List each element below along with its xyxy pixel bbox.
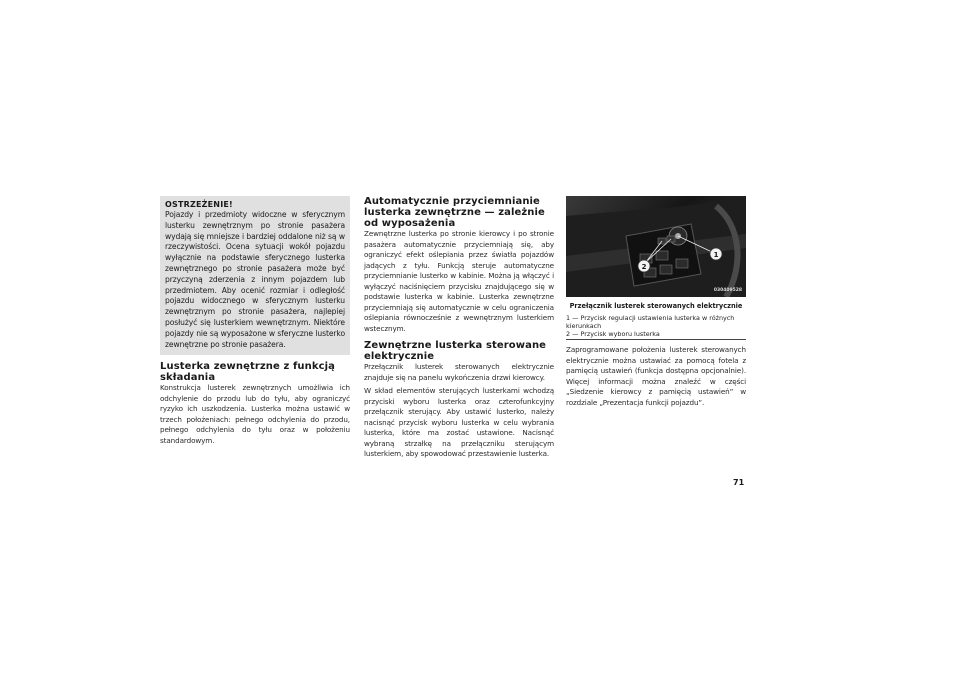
figure-legend-item-1: 1 — Przycisk regulacji ustawienia lusterka w różnych kierunkach (566, 314, 735, 330)
auto-dimming-heading: Automatycznie przyciemnianie lusterka zewnętrzne — zależnie od wyposażenia (364, 196, 545, 229)
callout-1: 1 (713, 251, 719, 259)
figure-code: 030409528 (713, 288, 742, 293)
memory-text: Zaprogramowane położenia lusterek sterowanych elektrycznie można ustawiać za pomocą fotela z pamięcią ustawień (funkcja dostępna opcjonalnie). Więcej informacji można znaleźć w części „Siedzenie kierowcy z pamięcią ustawień” w rozdziale „Prezentacja funkcji pojazdu”. (566, 345, 746, 407)
warning-text: Pojazdy i przedmioty widoczne w sferycznym lusterku zewnętrznym po stronie pasażera wydają się mniejsze i bardziej oddalone niż są w rzeczywistości. Ocena sytuacji wokół pojazdu wyłącznie na podstawie sferycznego lusterka zewnętrznego po stronie pasażera może być przyczyną zderzenia z innym pojazdem lub przedmiotem. Aby ocenić rozmiar i odległość pojazdu widocznego w sferycznym lusterku zewnętrznym po stronie pasażera, najlepiej posłużyć się lusterkiem wewnętrznym. Niektóre pojazdy nie są wyposażone w sferyczne lusterko zewnętrzne po stronie pasażera. (165, 210, 345, 349)
column-left (160, 196, 350, 448)
column-right (566, 196, 746, 410)
warning-box (160, 196, 350, 355)
callout-2: 2 (641, 263, 647, 271)
power-mirrors-heading: Zewnętrzne lusterka sterowane elektrycznie (364, 340, 547, 362)
figure-caption-title: Przełącznik lusterek sterowanych elektrycznie (569, 302, 743, 310)
mirror-switch-photo (566, 196, 746, 297)
auto-dimming-text: Zewnętrzne lusterka po stronie kierowcy i po stronie pasażera automatycznie przyciemniają się, aby ograniczyć efekt oślepiania przez światła pojazdów jadących z tyłu. Funkcją steruje automatyczne przyciemnianie lusterko w kabinie. Można ją włączyć i wyłączyć naciśnięciem przycisku znajdującego się w podstawie lusterka w kabinie. Lusterka zewnętrzne przyciemniają się automatycznie w celu ograniczenia oślepiania równocześnie z wewnętrznym lusterkiem wstecznym. (364, 229, 554, 333)
figure-legend-item-2: 2 — Przycisk wyboru lusterka (566, 329, 660, 338)
power-mirrors-text-2: W skład elementów sterujących lusterkami wchodzą przyciski wyboru lusterka oraz czterofunkcyjny przełącznik sterujący. Aby ustawić lusterko, należy nacisnąć przycisk wyboru lusterka w celu wybrania lusterka, które ma zostać ustawione. Nacisnąć wybraną strzałkę na przełączniku sterującym lusterkiem, aby spowodować przestawienie lusterka. (364, 386, 554, 458)
warning-title: OSTRZEŻENIE! (165, 200, 233, 209)
power-mirrors-text-1: Przełącznik lusterek sterowanych elektrycznie znajduje się na panelu wykończenia drzwi kierowcy. (364, 362, 554, 382)
column-middle (364, 196, 554, 462)
folding-text: Konstrukcja lusterek zewnętrznych umożliwia ich odchylenie do przodu lub do tyłu, aby ograniczyć ryzyko ich uszkodzenia. Lusterka można ustawić w trzech położeniach: pełnego odchylenia do przodu, pełnego odchylenia do tyłu oraz w położeniu standardowym. (160, 383, 350, 445)
figure-legend (566, 315, 746, 340)
door-panel-illustration (566, 196, 746, 297)
folding-heading: Lusterka zewnętrzne z funkcją składania (160, 361, 336, 384)
page-number: 71 (733, 478, 745, 487)
